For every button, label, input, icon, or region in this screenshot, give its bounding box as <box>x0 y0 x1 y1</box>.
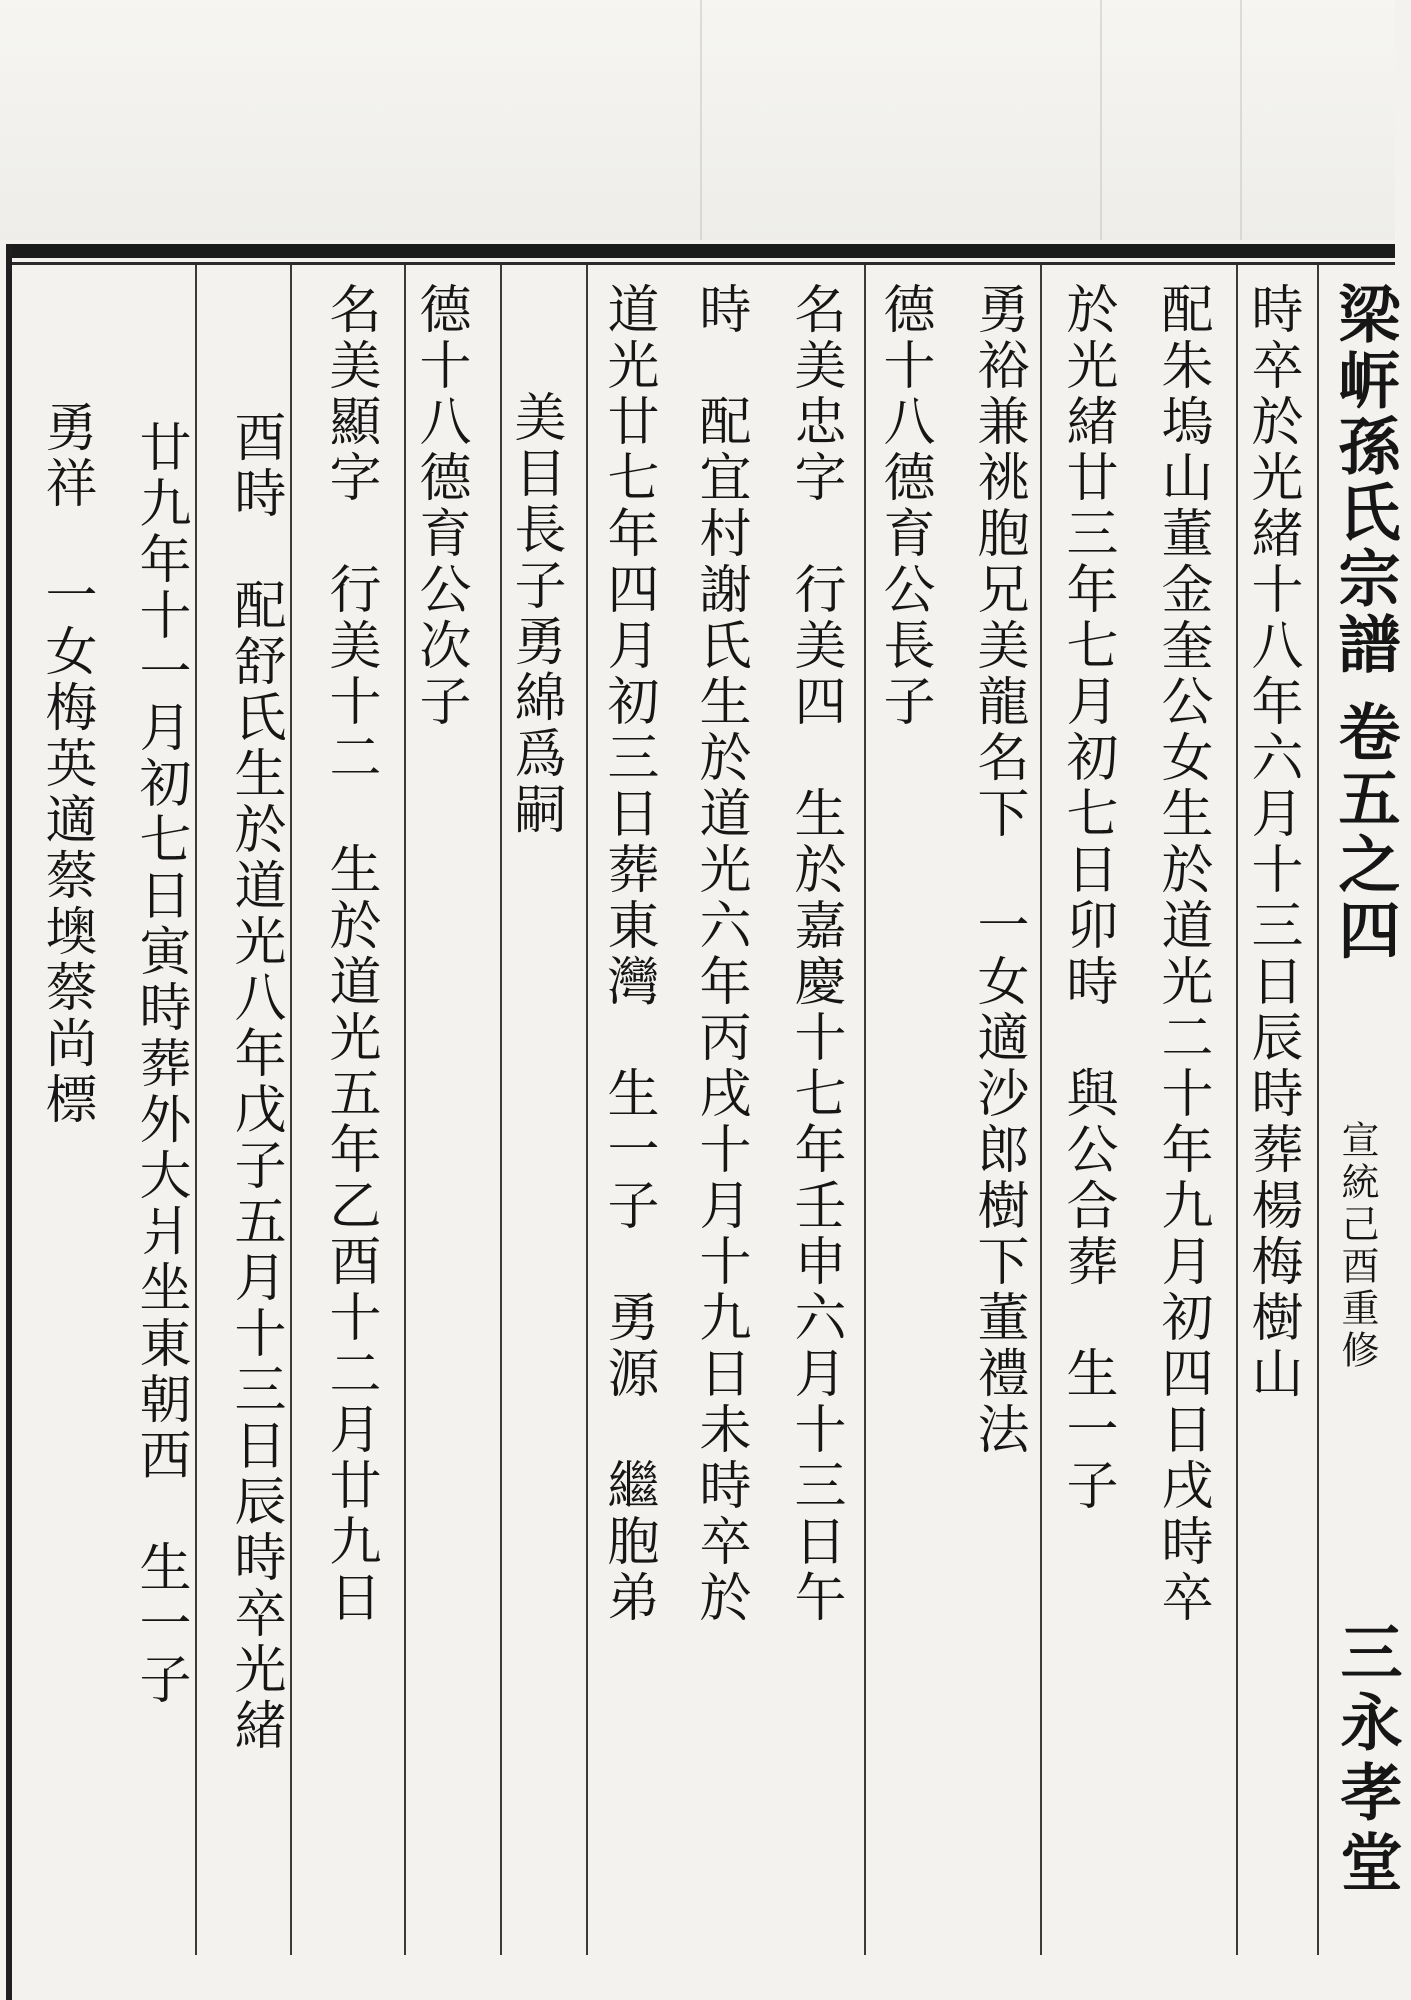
frame-top-inner-border <box>8 262 1395 265</box>
column-rule <box>1040 265 1042 1955</box>
text-column-9: 美目長子勇綿爲嗣 <box>505 390 565 838</box>
text-column-8: 道光廿七年四月初三日葬東灣 生一子 勇源 繼胞弟 <box>598 282 658 1626</box>
text-column-13: 廿九年十一月初七日寅時葬外大爿坐東朝西 生一子 <box>130 420 190 1708</box>
bleed-line <box>1240 0 1242 240</box>
column-rule <box>195 265 197 1955</box>
text-column-1: 時卒於光緒十八年六月十三日辰時葬楊梅樹山 <box>1242 282 1302 1402</box>
column-rule <box>586 265 588 1955</box>
column-rule <box>1236 265 1238 1955</box>
text-column-10: 德十八德育公次子 <box>410 282 470 730</box>
frame-top-border <box>8 244 1395 258</box>
column-rule <box>290 265 292 1955</box>
text-column-2: 配朱塢山董金奎公女生於道光二十年九月初四日戌時卒 <box>1152 282 1212 1626</box>
text-column-3: 於光緒廿三年七月初七日卯時 與公合葬 生一子 <box>1057 282 1117 1514</box>
book-title: 梁㟁孫氏宗譜 <box>1328 282 1401 678</box>
publisher-hall: 三永孝堂 <box>1330 1620 1403 1900</box>
frame-left-border <box>6 244 12 2000</box>
text-column-14: 勇祥 一女梅英適蔡墺蔡尚標 <box>36 400 96 1128</box>
bleed-through-area <box>0 0 1395 240</box>
text-column-4: 勇裕兼祧胞兄美龍名下 一女適沙郎樹下董禮法 <box>968 282 1028 1458</box>
bleed-line <box>1100 0 1102 240</box>
column-rule <box>500 265 502 1955</box>
text-column-12: 酉時 配舒氏生於道光八年戊子五月十三日辰時卒光緒 <box>225 410 285 1754</box>
edition-label: 宣統己酉重修 <box>1335 1120 1379 1372</box>
text-column-6: 名美忠字 行美四 生於嘉慶十七年壬申六月十三日午 <box>785 282 845 1626</box>
column-rule <box>1317 265 1319 1955</box>
text-column-7: 時 配宜村謝氏生於道光六年丙戌十月十九日未時卒於 <box>690 282 750 1626</box>
text-column-5: 德十八德育公長子 <box>874 282 934 730</box>
column-rule <box>404 265 406 1955</box>
text-column-11: 名美顯字 行美十二 生於道光五年乙酉十二月廿九日 <box>320 282 380 1626</box>
volume-label: 卷五之四 <box>1328 700 1401 964</box>
column-rule <box>864 265 866 1955</box>
bleed-line <box>700 0 702 240</box>
